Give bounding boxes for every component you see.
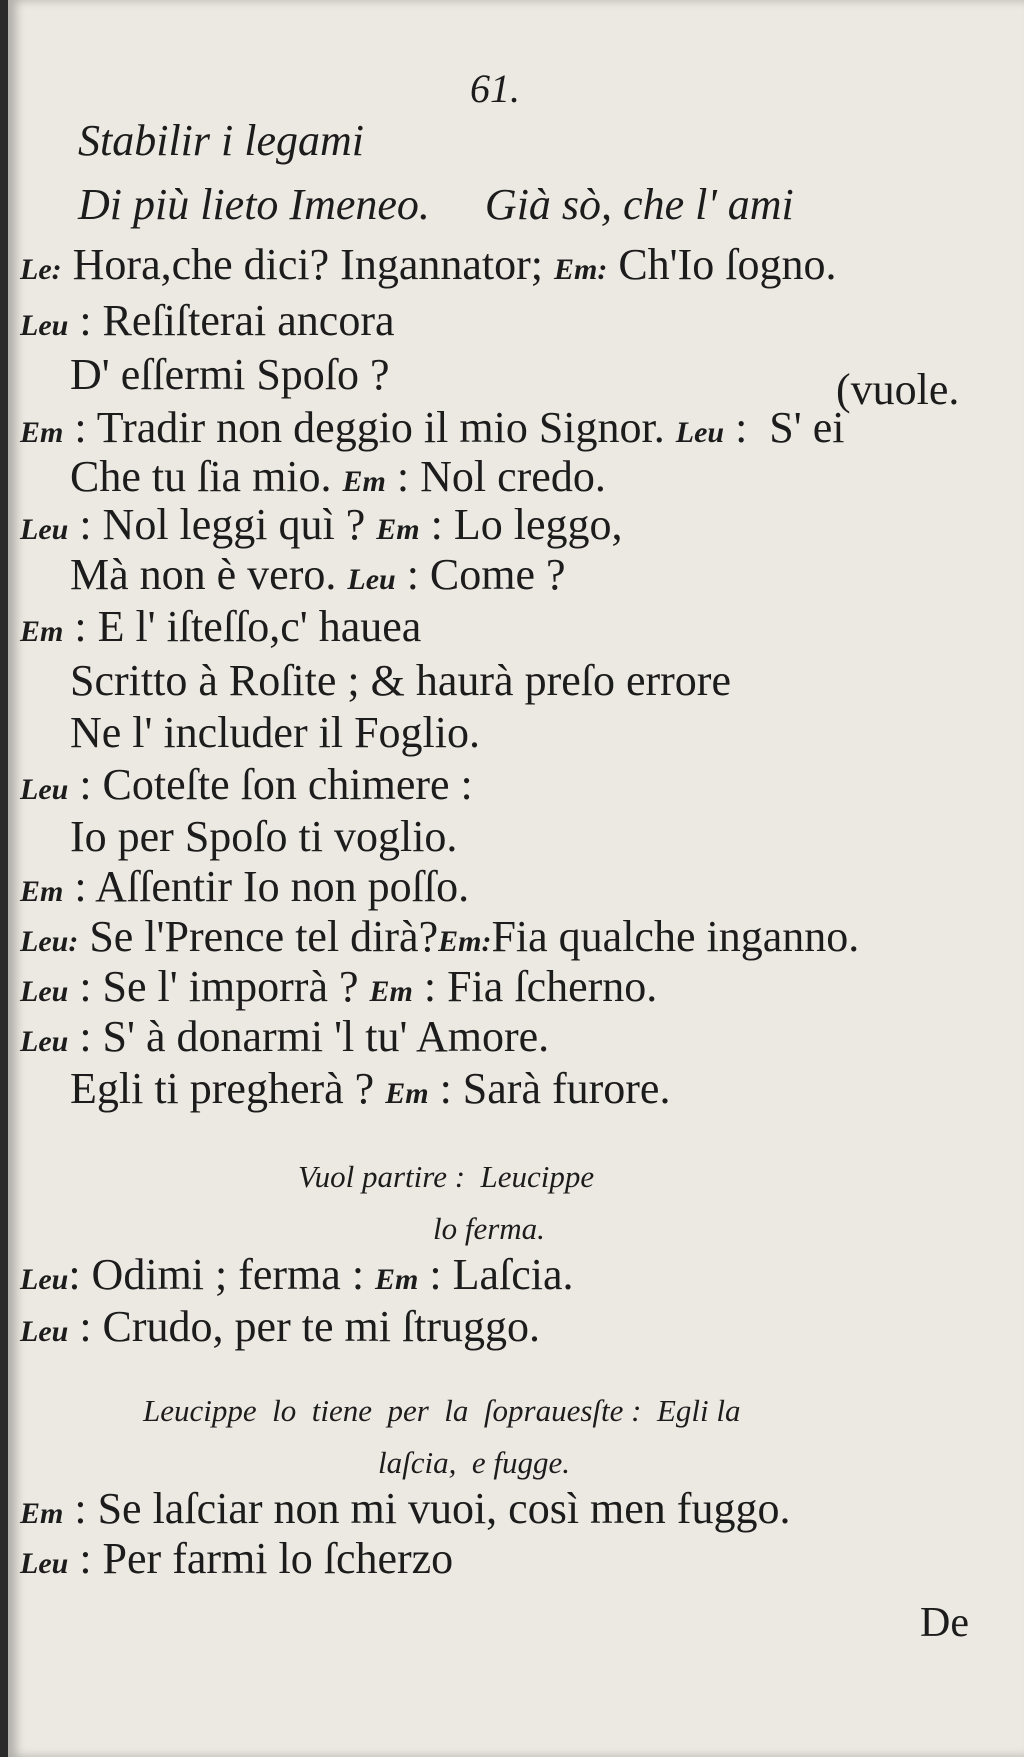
page-number: 61. [470, 66, 520, 111]
verse-text: : Come ? [395, 550, 566, 599]
verse-text: : Fia ſcherno. [412, 962, 658, 1011]
verse-text: : Laſcia. [418, 1250, 574, 1299]
verse-text: : Nol leggi quì ? [68, 500, 377, 549]
verse-text: : S' à donarmi 'l tu' Amore. [68, 1012, 550, 1061]
catchword: De [920, 1600, 969, 1646]
verse-line [20, 760, 473, 815]
verse-text: Stabilir i legami [78, 116, 364, 165]
verse-text: Mà non è vero. [70, 550, 348, 599]
speaker-label: Leu [20, 1263, 69, 1296]
verse-line [20, 1534, 453, 1589]
speaker-label: Em: [438, 925, 492, 958]
verse-line [20, 602, 421, 657]
verse-line [70, 812, 457, 862]
verse-text: Ne l' includer il Foglio. [70, 708, 480, 757]
verse-text: Ch'Io ſogno. [607, 240, 837, 289]
verse-line [70, 452, 606, 507]
verse-text: : Coteſte ſon chimere : [68, 760, 473, 809]
speaker-label: Em [342, 465, 386, 498]
verse-line-turnover [836, 365, 959, 415]
verse-text: : Se laſciar non mi vuoi, così men fuggo. [63, 1484, 791, 1533]
speaker-label: Leu [20, 513, 69, 546]
speaker-label: Leu [347, 563, 396, 596]
book-page [8, 0, 1024, 1757]
speaker-label: Leu: [20, 925, 79, 958]
verse-text: Io per Spoſo ti voglio. [70, 812, 458, 861]
verse-text: Scritto à Roſite ; & haurà preſo errore [70, 656, 731, 705]
stage-direction [298, 1148, 594, 1202]
speaker-label: Em [376, 513, 420, 546]
verse-text: (vuole. [836, 365, 960, 414]
speaker-label: Em [375, 1263, 419, 1296]
speaker-label: Leu [675, 416, 725, 449]
verse-line [20, 912, 859, 967]
verse-text: : Aſſentir Io non poſſo. [63, 862, 470, 911]
verse-text: : Odimi ; ferma : [68, 1250, 376, 1299]
speaker-label: Leu [20, 975, 69, 1008]
speaker-label: Em [385, 1077, 429, 1110]
verse-text: Di più lieto Imeneo. [78, 180, 430, 229]
verse-line [20, 1302, 540, 1357]
speaker-label: Em [20, 615, 64, 648]
verse-line [20, 296, 395, 351]
verse-text: : Sarà furore. [428, 1064, 671, 1113]
verse-text: Egli ti pregherà ? [70, 1064, 386, 1113]
verse-line [78, 116, 364, 166]
verse-text: : Crudo, per te mi ſtruggo. [68, 1302, 541, 1351]
stage-direction [143, 1382, 741, 1436]
verse-text: Già sò, che l' ami [429, 180, 794, 229]
verse-text: Hora,che dici? Ingannator; [61, 240, 554, 289]
verse-line [70, 550, 566, 605]
verse-line [78, 180, 794, 230]
verse-line [70, 656, 731, 706]
speaker-label: Le: [20, 253, 62, 286]
verse-text: Leucippe lo tiene per la ſoprauesſte : Egli la [143, 1393, 741, 1428]
verse-text: : Nol credo. [385, 452, 606, 501]
verse-text: laſcia, e fugge. [378, 1445, 570, 1480]
speaker-label: Em [20, 416, 64, 449]
verse-line [20, 1250, 574, 1305]
verse-line [70, 708, 480, 758]
verse-line [70, 1064, 670, 1119]
verse-text: : S' ei [724, 403, 845, 452]
stage-direction [433, 1200, 545, 1254]
verse-text: : E l' iſteſſo,c' hauea [63, 602, 422, 651]
speaker-label: Leu [20, 1025, 69, 1058]
verse-text: D' eſſermi Spoſo ? [70, 350, 390, 399]
verse-text: : Tradir non deggio il mio Signor. [63, 403, 676, 452]
speaker-label: Em [20, 875, 64, 908]
verse-line [20, 862, 469, 917]
verse-line [20, 1012, 549, 1067]
verse-text: lo ferma. [433, 1211, 545, 1246]
verse-text: Vuol partire : Leucippe [298, 1159, 595, 1194]
verse-line [70, 350, 390, 400]
book-gutter [0, 0, 8, 1757]
verse-text: : Lo leggo, [419, 500, 623, 549]
speaker-label: Leu [20, 773, 69, 806]
verse-text: Che tu ſia mio. [70, 452, 343, 501]
stage-direction [378, 1434, 570, 1488]
verse-text: : Reſiſterai ancora [68, 296, 395, 345]
speaker-label: Leu [20, 1547, 69, 1580]
speaker-label: Em [20, 1497, 64, 1530]
speaker-label: Leu [20, 309, 69, 342]
verse-text: Se l'Prence tel dirà? [78, 912, 439, 961]
speaker-label: Leu [20, 1315, 69, 1348]
verse-line [20, 240, 836, 295]
verse-text: Fia qualche inganno. [491, 912, 860, 961]
speaker-label: Em [369, 975, 413, 1008]
verse-line [20, 403, 844, 458]
verse-text: : Per farmi lo ſcherzo [68, 1534, 454, 1583]
verse-line [20, 500, 623, 555]
verse-line [20, 1484, 790, 1539]
speaker-label: Em: [553, 253, 608, 286]
verse-line [20, 962, 657, 1017]
verse-text: : Se l' imporrà ? [68, 962, 370, 1011]
